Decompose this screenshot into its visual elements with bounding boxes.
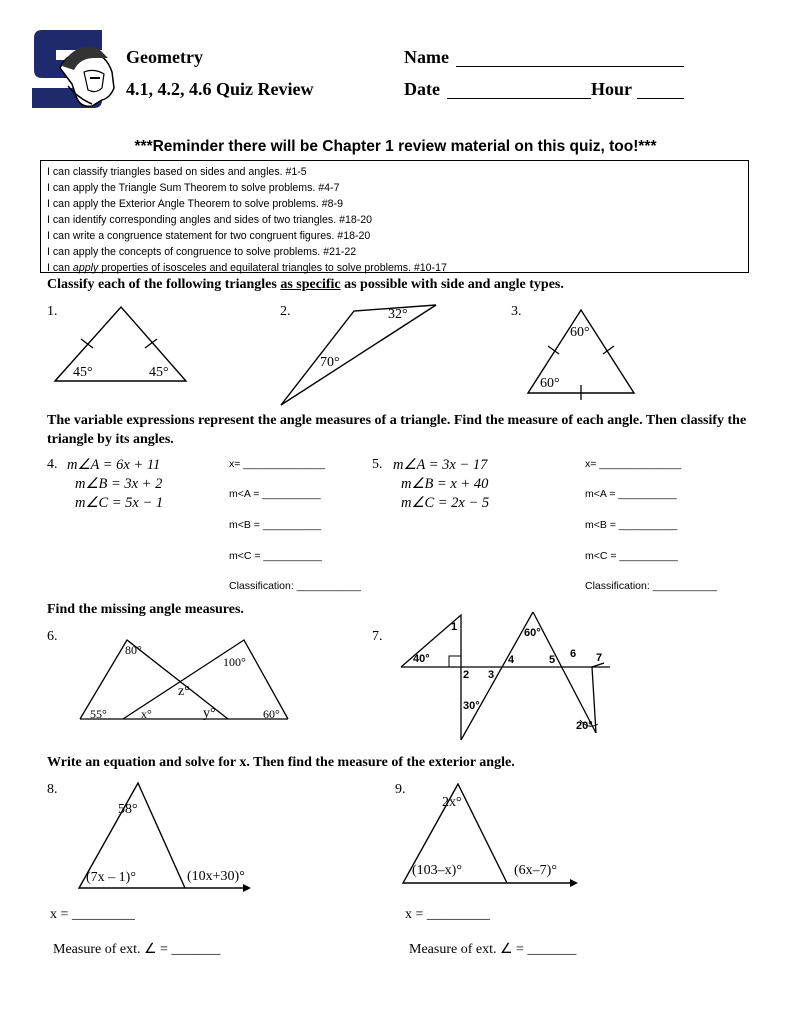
- problem-7-number: 7.: [372, 629, 383, 644]
- problem-5-expr-a: m∠A = 3x − 17: [393, 457, 488, 473]
- angle-label: 5: [549, 654, 556, 666]
- angle-label: 32°: [388, 307, 408, 322]
- date-label: Date: [404, 79, 440, 99]
- name-label: Name: [404, 47, 449, 67]
- angle-label: z°: [178, 684, 190, 699]
- problem-5-expr-b: m∠B = x + 40: [401, 476, 489, 492]
- angle-label: 60°: [540, 376, 560, 391]
- angle-label: 2: [463, 669, 470, 681]
- angle-label: 2x°: [442, 795, 462, 810]
- answer-ma-5[interactable]: m<A = __________: [585, 488, 677, 500]
- problem-8-number: 8.: [47, 782, 58, 797]
- objective-item: I can apply the concepts of congruence to solve problems. #21-22: [47, 246, 357, 258]
- problem-5-expr-c: m∠C = 2x − 5: [401, 495, 490, 511]
- triangle-2: [281, 305, 436, 405]
- angle-label: 100°: [223, 655, 246, 669]
- problem-4-number: 4.: [47, 457, 58, 472]
- problem-6-number: 6.: [47, 629, 58, 644]
- objective-item: I can classify triangles based on sides and angles. #1-5: [47, 166, 307, 178]
- answer-x-5[interactable]: x= ______________: [585, 458, 682, 470]
- angle-label: 45°: [73, 365, 93, 380]
- answer-x-4[interactable]: x= ______________: [229, 458, 326, 470]
- angle-label: 20°: [576, 720, 593, 732]
- answer-class-5[interactable]: Classification: ___________: [585, 580, 717, 592]
- angle-label: 3: [488, 669, 495, 681]
- answer-ma-4[interactable]: m<A = __________: [229, 488, 321, 500]
- angle-label: 30°: [463, 700, 480, 712]
- problem-9-number: 9.: [395, 782, 406, 797]
- angle-label: 1: [451, 621, 458, 633]
- angle-label: (6x–7)°: [514, 863, 557, 878]
- angle-label: 60°: [570, 325, 590, 340]
- answer-mc-5[interactable]: m<C = __________: [585, 550, 678, 562]
- figure-6: [80, 640, 288, 719]
- answer-mb-5[interactable]: m<B = __________: [585, 519, 678, 531]
- quiz-title: 4.1, 4.2, 4.6 Quiz Review: [126, 79, 314, 99]
- answer-x-9[interactable]: x = _________: [405, 907, 490, 922]
- answer-mc-4[interactable]: m<C = __________: [229, 550, 322, 562]
- angle-label: 70°: [320, 355, 340, 370]
- objective-item: I can identify corresponding angles and sides of two triangles. #18-20: [47, 214, 373, 226]
- section-missing-angles-heading: Find the missing angle measures.: [47, 602, 244, 617]
- answer-mb-4[interactable]: m<B = __________: [229, 519, 322, 531]
- problem-5-number: 5.: [372, 457, 383, 472]
- angle-label: 58°: [118, 802, 138, 817]
- angle-label: (7x – 1)°: [86, 870, 136, 885]
- angle-label: 4: [508, 654, 515, 666]
- problem-1-number: 1.: [47, 304, 58, 319]
- objective-item: I can apply properties of isosceles and equilateral triangles to solve problems. #10-17: [47, 262, 447, 274]
- section-classify-heading: Classify each of the following triangles as specific as possible with side and angle types.: [47, 277, 564, 292]
- angle-label: 40°: [413, 653, 430, 665]
- angle-label: 60°: [524, 627, 541, 639]
- problem-4-expr-c: m∠C = 5x − 1: [75, 495, 164, 511]
- problem-4-expr-a: m∠A = 6x + 11: [67, 457, 161, 473]
- angle-label: 6: [570, 648, 577, 660]
- reminder-banner: ***Reminder there will be Chapter 1 review material on this quiz, too!***: [134, 138, 657, 155]
- angle-label: (10x+30)°: [187, 869, 245, 884]
- answer-class-4[interactable]: Classification: ___________: [229, 580, 361, 592]
- angle-label: y°: [203, 706, 216, 721]
- objective-item: I can apply the Triangle Sum Theorem to solve problems. #4-7: [47, 182, 340, 194]
- answer-x-8[interactable]: x = _________: [50, 907, 135, 922]
- hour-label: Hour: [591, 79, 633, 99]
- section-exterior-angle-heading: Write an equation and solve for x. Then find the measure of the exterior angle.: [47, 755, 515, 770]
- angle-label: 55°: [90, 707, 107, 721]
- angle-label: x°: [141, 707, 152, 721]
- objective-item: I can apply the Exterior Angle Theorem to solve problems. #8-9: [47, 198, 343, 210]
- angle-label: 7: [596, 652, 603, 664]
- angle-label: 80°: [125, 643, 142, 657]
- problem-4-expr-b: m∠B = 3x + 2: [75, 476, 163, 492]
- answer-ext-8[interactable]: Measure of ext. ∠ = _______: [53, 942, 221, 957]
- answer-ext-9[interactable]: Measure of ext. ∠ = _______: [409, 942, 577, 957]
- angle-label: (103–x)°: [412, 863, 462, 878]
- section-expressions-heading: The variable expressions represent the angle measures of a triangle. Find the measure of each angle. Then classify the triangle by its angles.: [47, 413, 747, 447]
- objective-item: I can write a congruence statement for two congruent figures. #18-20: [47, 230, 371, 242]
- angle-label: 60°: [263, 707, 280, 721]
- problem-3-number: 3.: [511, 304, 522, 319]
- angle-label: 45°: [149, 365, 169, 380]
- course-title: Geometry: [126, 47, 203, 67]
- problem-2-number: 2.: [280, 304, 291, 319]
